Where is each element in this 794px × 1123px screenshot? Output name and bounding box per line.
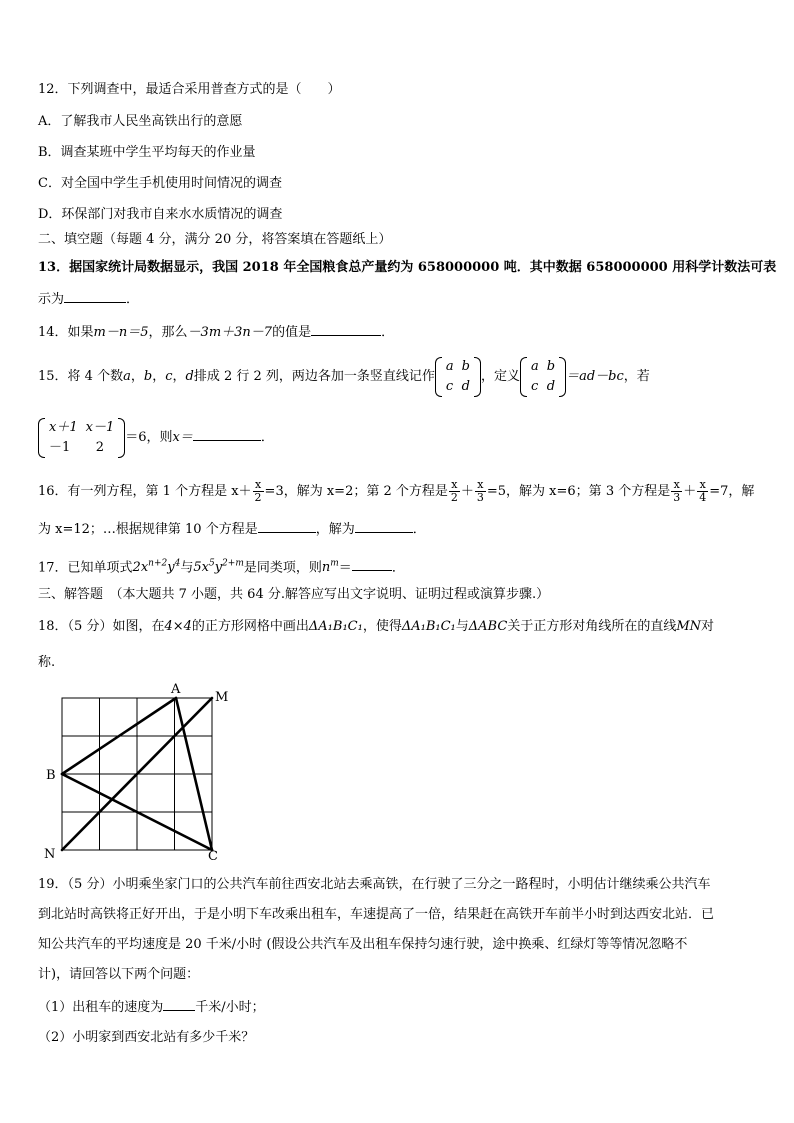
q16-text6: ，解为 bbox=[315, 522, 355, 537]
label-b: B bbox=[46, 768, 56, 783]
section-3-heading: 三、解答题 （本大题共 7 小题，共 64 分.解答应写出文字说明、证明过程或演算步骤.） bbox=[38, 587, 550, 602]
q16-plus2: ＋ bbox=[683, 484, 697, 499]
q12-option-b: B．调查某班中学生平均每天的作业量 bbox=[38, 145, 256, 160]
q18-with: 与 bbox=[455, 619, 469, 634]
q15-var-a: a bbox=[123, 369, 131, 384]
q18-end: 对 bbox=[701, 619, 715, 634]
q13-line1: 13．据国家统计局数据显示，我国 2018 年全国粮食总产量约为 658000000 吨．其中数据 658000000 用科学计数法可表 bbox=[38, 260, 777, 275]
q16-frac-x4: $\frac{x}{4}$ bbox=[699, 478, 707, 504]
q12-option-c: C．对全国中学生手机使用时间情况的调查 bbox=[38, 176, 282, 191]
q19-sub1-text: （1）出租车的速度为 bbox=[38, 1000, 164, 1015]
q17-result: $n^m$ bbox=[321, 559, 339, 576]
q12-option-a: A．了解我市人民坐高铁出行的意愿 bbox=[38, 114, 243, 129]
q19-sub2: （2）小明家到西安北站有多少千米？ bbox=[38, 1030, 255, 1045]
q19-line3: 知公共汽车的平均速度是 20 千米/小时 (假设公共汽车及出租车保持匀速行驶，途中换乘、红绿灯等等情况忽略不 bbox=[38, 937, 688, 952]
q13-line2 bbox=[38, 290, 139, 309]
q12-option-d: D．环保部门对我市自来水水质情况的调查 bbox=[38, 207, 283, 222]
q18-line1 bbox=[38, 618, 714, 636]
q15-then: ，则 bbox=[146, 430, 173, 445]
q12-stem: 12．下列调查中，最适合采用普查方式的是（ ） bbox=[38, 82, 341, 97]
q15-var-b: b bbox=[143, 369, 153, 384]
q14-text: 14．如果 bbox=[38, 325, 94, 340]
section-2-heading: 二、填空题（每题 4 分，满分 20 分，将答案填在答题纸上） bbox=[38, 232, 392, 247]
q16-solution-blank bbox=[355, 520, 413, 533]
q15-text: 15．将 4 个数 bbox=[38, 369, 124, 384]
q16-line1 bbox=[38, 476, 754, 508]
q17-text: 17．已知单项式 bbox=[38, 560, 133, 576]
q18-mid3: 关于正方形对角线所在的直线 bbox=[507, 619, 677, 634]
q15-answer-blank bbox=[193, 428, 261, 441]
q17-monomial-1: $2x^{n+2}y^4$ bbox=[132, 559, 181, 576]
q15-var-c: c bbox=[165, 369, 173, 384]
q13-text: 示为 bbox=[38, 292, 65, 307]
q15-matrix-notation: a b c d bbox=[435, 357, 481, 397]
label-n: N bbox=[44, 847, 56, 862]
q19-speed-blank bbox=[163, 998, 195, 1011]
q16-line2 bbox=[38, 520, 426, 539]
label-c: C bbox=[208, 849, 218, 863]
q18-mid2: ，使得 bbox=[362, 619, 402, 634]
q14-expression: －3m＋3n－7 bbox=[187, 325, 273, 340]
q15-mid: 排成 2 行 2 列，两边各加一条竖直线记作 bbox=[193, 369, 435, 384]
q15-line1: 15．将 4 个数a，b，c，d排成 2 行 2 列，两边各加一条竖直线记作 a b c d ，定义 a b c d ＝ad－bc，若 bbox=[38, 355, 650, 399]
q16-plus: ＋ bbox=[460, 484, 474, 499]
q16-end: ． bbox=[412, 522, 426, 537]
q15-var-d: d bbox=[185, 369, 194, 384]
q17 bbox=[38, 555, 405, 577]
q14-mid: ，那么 bbox=[148, 325, 188, 340]
q18-triangle-abc: ΔABC bbox=[468, 619, 508, 634]
q16-text3: =5，解为 x=6；第 3 个方程是 bbox=[486, 484, 671, 499]
label-m: M bbox=[215, 690, 229, 705]
q16-equation-blank bbox=[258, 520, 316, 533]
q15-eq: ＝6 bbox=[125, 430, 147, 445]
q15-def-rhs: ＝ad－bc bbox=[566, 369, 624, 384]
q16-frac-x3: $\frac{x}{3}$ bbox=[476, 478, 484, 504]
q16-text1: 16．有一列方程，第 1 个方程是 x＋ bbox=[38, 484, 252, 499]
q13-end: ． bbox=[126, 292, 140, 307]
q14 bbox=[38, 323, 394, 342]
q18-text: 18．（5 分）如图，在 bbox=[38, 619, 165, 634]
q18-mid: 的正方形网格中画出 bbox=[191, 619, 309, 634]
q17-eq: ＝ bbox=[338, 560, 352, 576]
q17-with: 与 bbox=[180, 560, 194, 576]
q17-end: ． bbox=[391, 560, 405, 576]
q14-end: ． bbox=[381, 325, 395, 340]
q16-text5: 为 x=12；…根据规律第 10 个方程是 bbox=[38, 522, 258, 537]
q16-text4: =7，解 bbox=[709, 484, 755, 499]
label-a: A bbox=[171, 682, 181, 697]
q19-line4: 计)，请回答以下两个问题： bbox=[38, 967, 200, 982]
q19-line2: 到北站时高铁将正好开出，于是小明下车改乘出租车，车速提高了一倍，结果赶在高铁开车前半小时到达西安北站．已 bbox=[38, 907, 715, 922]
q18-line-mn: MN bbox=[676, 619, 702, 634]
q18-triangle-a1b1c1: ΔA₁B₁C₁ bbox=[308, 619, 363, 634]
q18-line2: 称. bbox=[38, 655, 56, 670]
q15-matrix-definition: a b c d bbox=[520, 357, 566, 397]
q19-line1: 19．（5 分）小明乘坐家门口的公共汽车前往西安北站去乘高铁，在行驶了三分之一路程时，小明估计继续乘公共汽车 bbox=[38, 877, 711, 892]
q18-triangle-a1b1c1-2: ΔA₁B₁C₁ bbox=[401, 619, 456, 634]
q15-matrix-equation: x＋1 x－1 －1 2 bbox=[38, 418, 125, 458]
q17-monomial-2: $5x^5y^{2+m}$ bbox=[193, 559, 244, 576]
q15-post: ，若 bbox=[623, 369, 650, 384]
q16-frac-x2b: $\frac{x}{2}$ bbox=[450, 478, 458, 504]
q18-grid-figure bbox=[40, 678, 240, 863]
q15-end: ． bbox=[260, 430, 274, 445]
q15-line2 bbox=[38, 416, 274, 460]
q16-text2: =3，解为 x=2；第 2 个方程是 bbox=[264, 484, 448, 499]
q19-sub1 bbox=[38, 998, 265, 1017]
q14-condition: m－n＝5 bbox=[93, 325, 149, 340]
q19-sub1-unit: 千米/小时； bbox=[195, 1000, 265, 1015]
q17-answer-blank bbox=[352, 558, 392, 571]
q15-define: ，定义 bbox=[481, 369, 521, 384]
q15-xvar: x＝ bbox=[172, 430, 193, 445]
q18-grid-size: 4×4 bbox=[164, 619, 192, 634]
q14-answer-blank bbox=[311, 323, 381, 336]
q16-frac-x2: $\frac{x}{2}$ bbox=[254, 478, 262, 504]
q16-frac-x3b: $\frac{x}{3}$ bbox=[673, 478, 681, 504]
q13-answer-blank bbox=[64, 290, 126, 303]
q17-mid: 是同类项，则 bbox=[243, 560, 322, 576]
q14-post: 的值是 bbox=[272, 325, 312, 340]
